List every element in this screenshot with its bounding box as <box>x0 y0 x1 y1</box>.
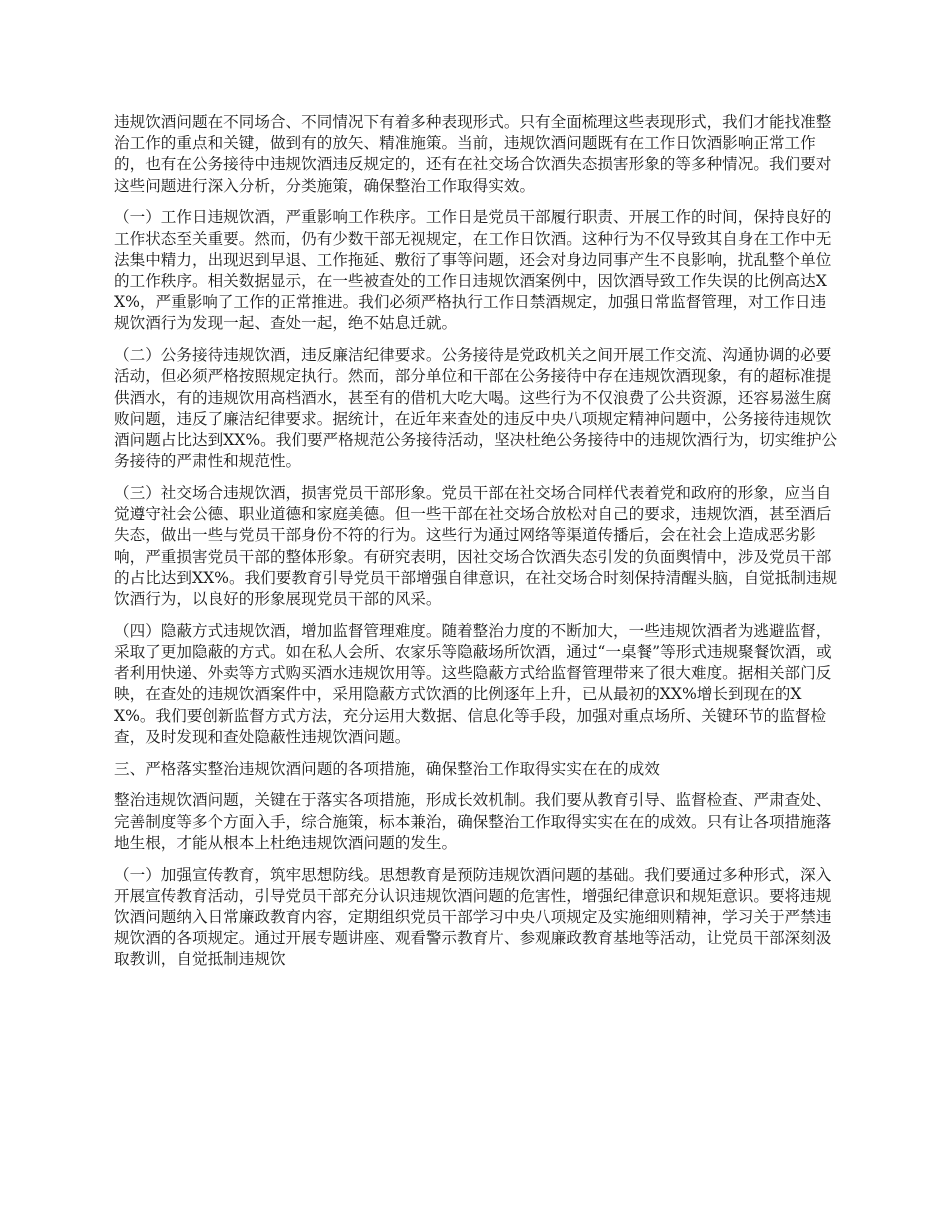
paragraph-measures-overview: 整治违规饮酒问题，关键在于落实各项措施，形成长效机制。我们要从教育引导、监督检查、严肃查处、完善制度等多个方面入手，综合施策，标本兼治，确保整治工作取得实实在在的成效。只有让各项措施落地生根，才能从根本上杜绝违规饮酒问题的发生。 <box>114 791 832 852</box>
paragraph-education: （一）加强宣传教育，筑牢思想防线。思想教育是预防违规饮酒问题的基础。我们要通过多种形式，深入开展宣传教育活动，引导党员干部充分认识违规饮酒问题的危害性，增强纪律意识和规矩意识。要将违规饮酒问题纳入日常廉政教育内容，定期组织党员干部学习中央八项规定及实施细则精神，学习关于严禁违规饮酒的各项规定。通过开展专题讲座、观看警示教育片、参观廉政教育基地等活动，让党员干部深刻汲取教训，自觉抵制违规饮 <box>114 865 832 969</box>
paragraph-hidden-methods: （四）隐蔽方式违规饮酒，增加监督管理难度。随着整治力度的不断加大，一些违规饮酒者为逃避监督，采取了更加隐蔽的方式。如在私人会所、农家乐等隐蔽场所饮酒，通过“一桌餐”等形式违规聚餐饮酒，或者利用快递、外卖等方式购买酒水违规饮用等。这些隐蔽方式给监督管理带来了很大难度。据相关部门反映，在查处的违规饮酒案件中，采用隐蔽方式饮酒的比例逐年上升，已从最初的XX%增长到现在的XX%。我们要创新监督方式方法，充分运用大数据、信息化等手段，加强对重点场所、关键环节的监督检查，及时发现和查处隐蔽性违规饮酒问题。 <box>114 621 832 746</box>
paragraph-workday-drinking: （一）工作日违规饮酒，严重影响工作秩序。工作日是党员干部履行职责、开展工作的时间，保持良好的工作状态至关重要。然而，仍有少数干部无视规定，在工作日饮酒。这种行为不仅导致其自身在工作中无法集中精力，出现迟到早退、工作拖延、敷衍了事等问题，还会对身边同事产生不良影响，扰乱整个单位的工作秩序。相关数据显示，在一些被查处的工作日违规饮酒案例中，因饮酒导致工作失误的比例高达XX%，严重影响了工作的正常推进。我们必须严格执行工作日禁酒规定，加强日常监督管理，对工作日违规饮酒行为发现一起、查处一起，绝不姑息迁就。 <box>114 208 832 333</box>
document-body <box>114 112 840 981</box>
paragraph-intro: 违规饮酒问题在不同场合、不同情况下有着多种表现形式。只有全面梳理这些表现形式，我们才能找准整治工作的重点和关键，做到有的放矢、精准施策。当前，违规饮酒问题既有在工作日饮酒影响正常工作的，也有在公务接待中违规饮酒违反规定的，还有在社交场合饮酒失态损害形象的等多种情况。我们要对这些问题进行深入分析，分类施策，确保整治工作取得实效。 <box>114 113 832 195</box>
paragraph-social-occasions: （三）社交场合违规饮酒，损害党员干部形象。党员干部在社交场合同样代表着党和政府的形象，应当自觉遵守社会公德、职业道德和家庭美德。但一些干部在社交场合放松对自己的要求，违规饮酒，甚至酒后失态，做出一些与党员干部身份不符的行为。这些行为通过网络等渠道传播后，会在社会上造成恶劣影响，严重损害党员干部的整体形象。有研究表明，因社交场合饮酒失态引发的负面舆情中，涉及党员干部的占比达到XX%。我们要教育引导党员干部增强自律意识，在社交场合时刻保持清醒头脑，自觉抵制违规饮酒行为，以良好的形象展现党员干部的风采。 <box>114 484 838 609</box>
paragraph-official-reception: （二）公务接待违规饮酒，违反廉洁纪律要求。公务接待是党政机关之间开展工作交流、沟通协调的必要活动，但必须严格按照规定执行。然而，部分单位和干部在公务接待中存在违规饮酒现象，有的超标准提供酒水，有的违规饮用高档酒水，甚至有的借机大吃大喝。这些行为不仅浪费了公共资源，还容易滋生腐败问题，违反了廉洁纪律要求。据统计，在近年来查处的违反中央八项规定精神问题中，公务接待违规饮酒问题占比达到XX%。我们要严格规范公务接待活动，坚决杜绝公务接待中的违规饮酒行为，切实维护公务接待的严肃性和规范性。 <box>114 346 838 471</box>
section-heading-three: 三、严格落实整治违规饮酒问题的各项措施，确保整治工作取得实实在在的成效 <box>114 759 660 778</box>
